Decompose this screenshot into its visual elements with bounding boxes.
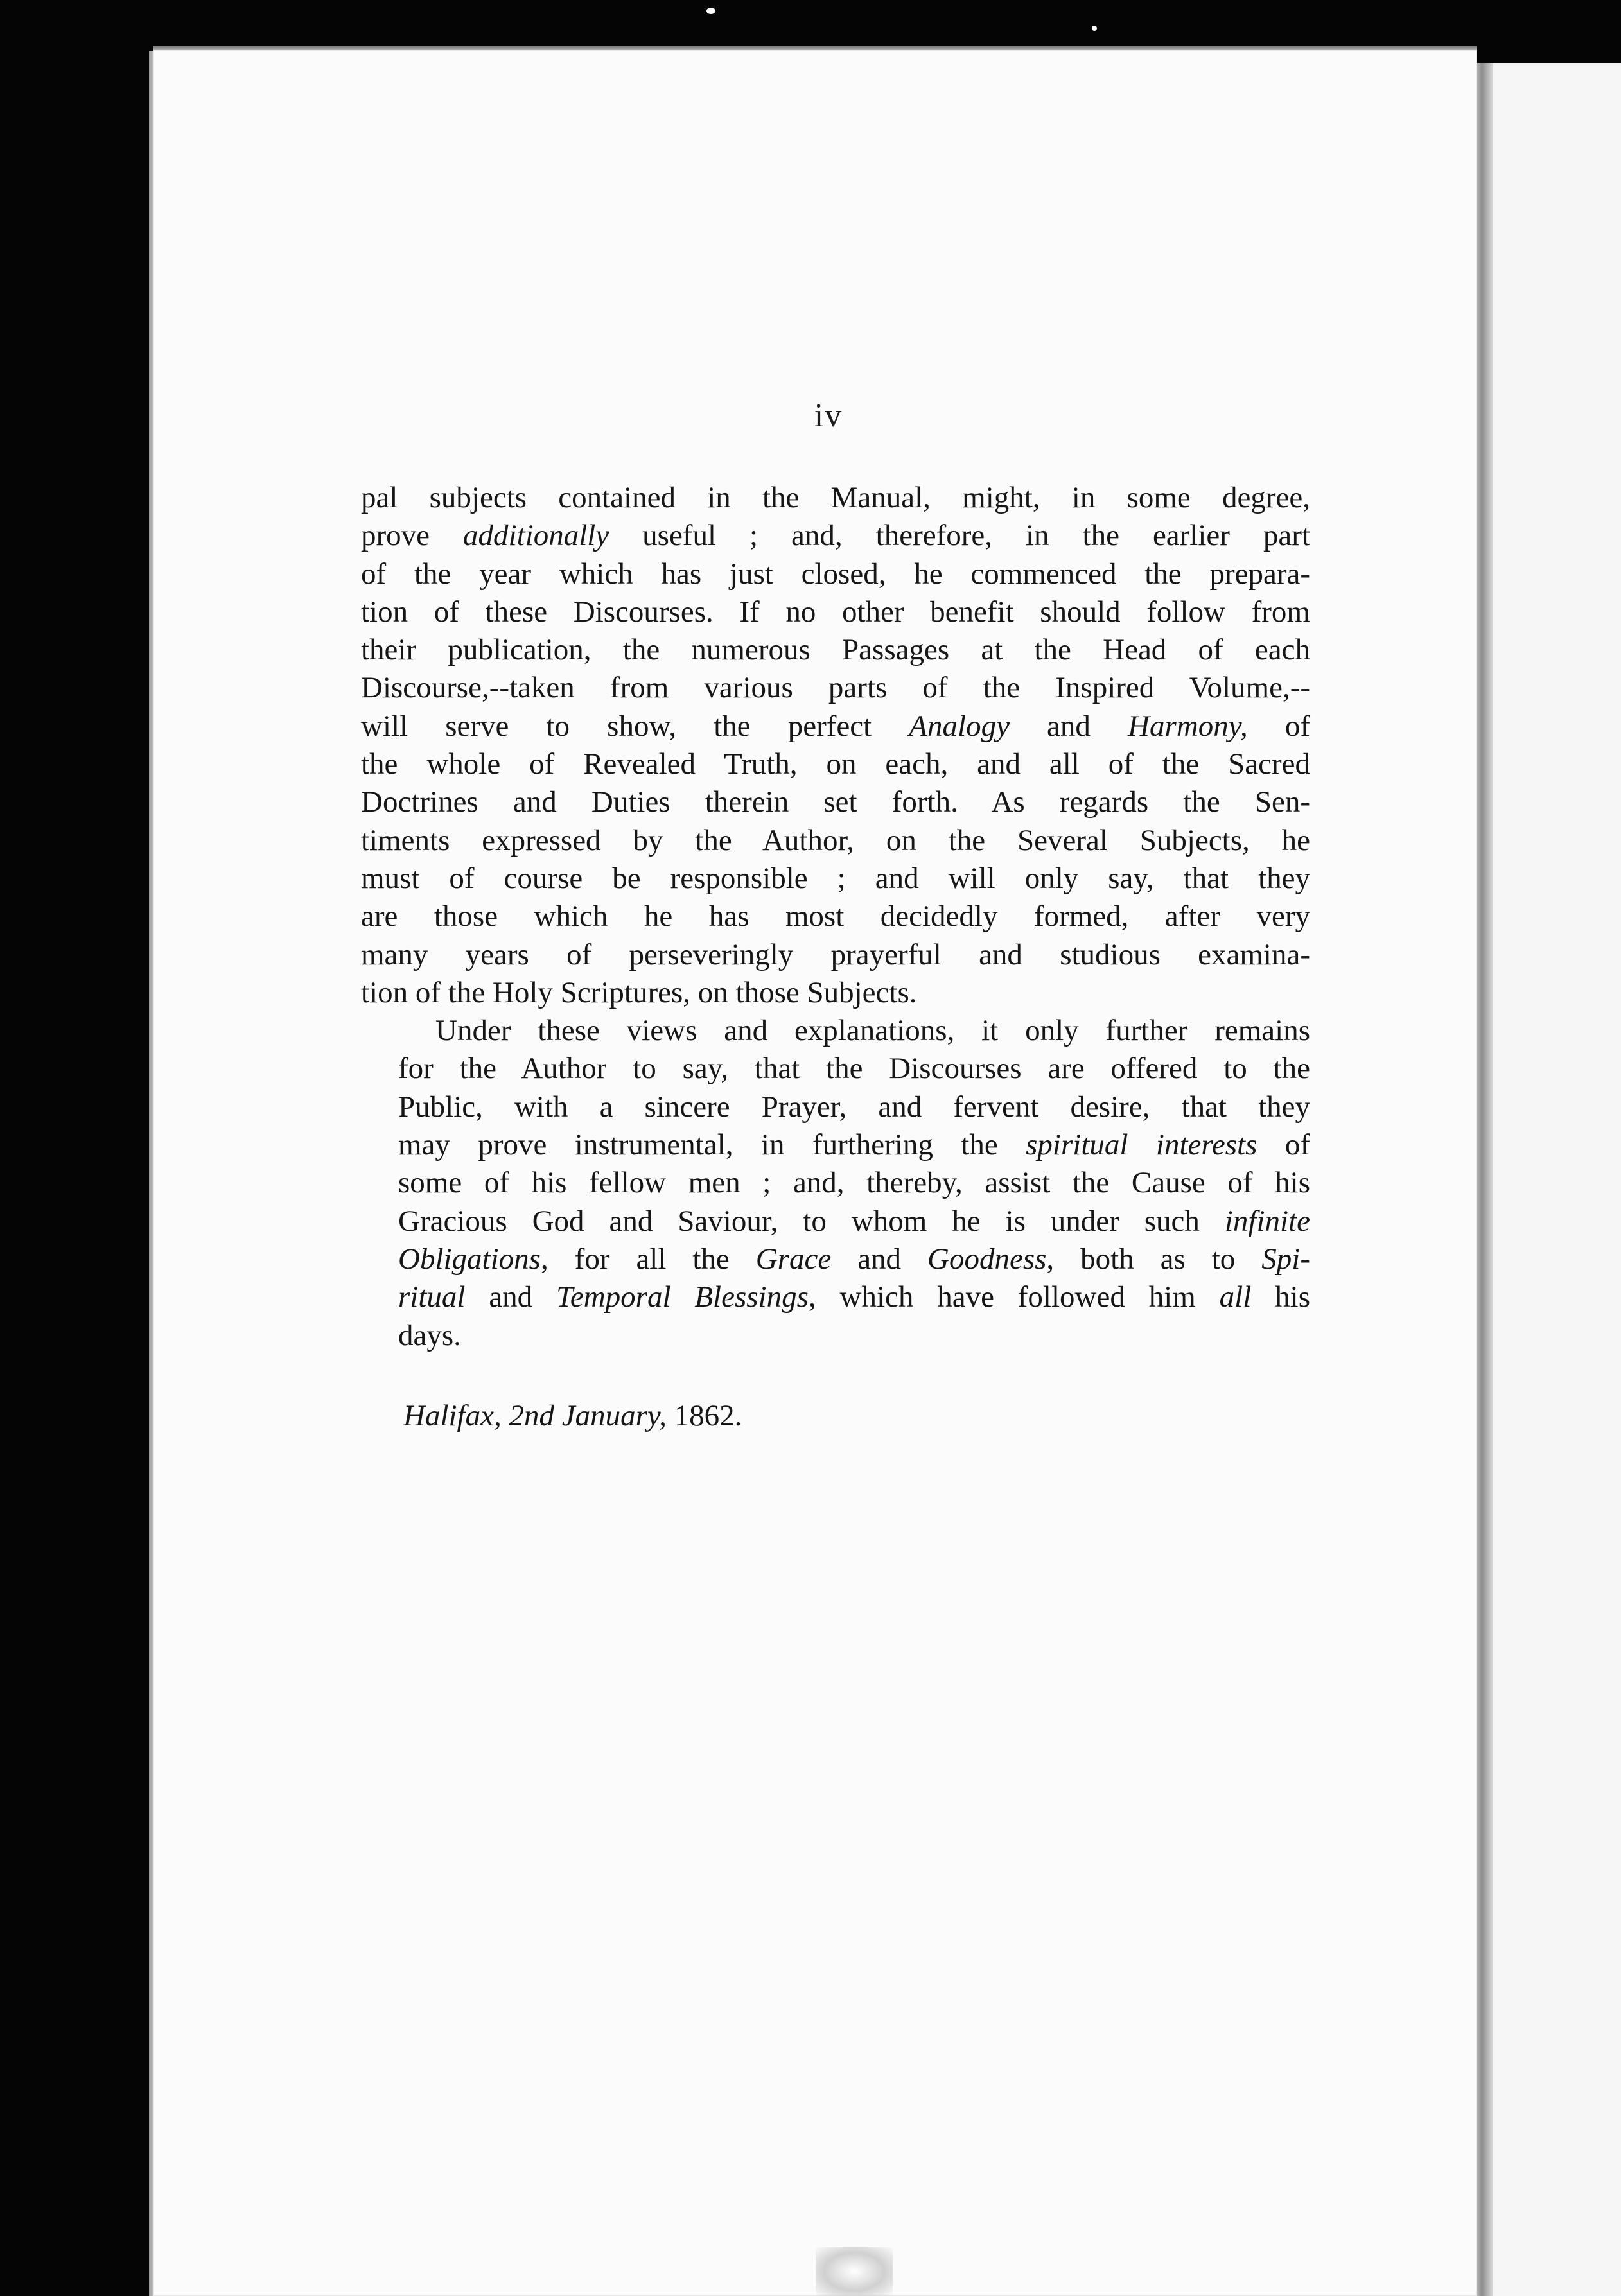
text-span: , which have followed him <box>808 1280 1220 1314</box>
text-line <box>361 708 1310 745</box>
italic-span: Obligations <box>398 1242 541 1276</box>
text-span: useful ; and, therefore, in the earlier part <box>609 519 1310 553</box>
text-line: Discourse,--taken from various parts of the Inspired Volume,-- <box>361 671 1310 705</box>
text-line <box>361 1203 1310 1240</box>
paragraph <box>361 479 1310 1012</box>
text-line: tion of these Discourses. If no other benefit should follow from <box>361 595 1310 629</box>
text-line: days. <box>398 1318 461 1352</box>
text-line: of the year which has just closed, he commenced the prepara- <box>361 557 1310 591</box>
text-span: may prove instrumental, in furthering the <box>398 1128 1026 1162</box>
text-span: and <box>465 1280 557 1314</box>
text-line: many years of perseveringly prayerful and studious examina- <box>361 937 1310 971</box>
dust-speck <box>706 8 715 14</box>
text-line: for the Author to say, that the Discourses are offered to the <box>398 1052 1310 1086</box>
text-span: , for all the <box>540 1242 756 1276</box>
italic-span: Grace <box>755 1242 832 1276</box>
body-text <box>361 479 1310 1355</box>
italic-span: additionally <box>463 519 609 553</box>
text-line: are those which he has most decidedly formed, after very <box>361 900 1310 934</box>
text-line: some of his fellow men ; and, thereby, assist the Cause of his <box>398 1166 1310 1200</box>
text-span: and <box>1009 709 1128 743</box>
text-span: of <box>1257 1128 1311 1162</box>
book-gutter <box>1475 63 1493 2296</box>
italic-span: ritual <box>398 1280 466 1314</box>
text-line: Under these views and explanations, it only further remains <box>435 1014 1310 1048</box>
text-line: the whole of Revealed Truth, on each, and all of the Sacred <box>361 747 1310 781</box>
text-span: his <box>1251 1280 1310 1314</box>
text-span: Gracious God and Saviour, to whom he is under such <box>398 1204 1225 1238</box>
dateline <box>403 1398 742 1433</box>
text-span: will serve to show, the perfect <box>361 709 909 743</box>
dust-speck <box>1092 26 1097 31</box>
text-line <box>361 1240 1310 1278</box>
italic-span: Harmony, <box>1128 709 1248 743</box>
text-line <box>361 517 1310 555</box>
text-line <box>361 1278 1310 1316</box>
facing-page <box>1477 63 1621 2296</box>
text-span: and <box>831 1242 928 1276</box>
text-line: tion of the Holy Scriptures, on those Subjects. <box>361 975 917 1009</box>
italic-span: infinite <box>1224 1204 1310 1238</box>
text-line <box>361 1126 1310 1164</box>
page-number: iv <box>814 397 843 434</box>
text-span: , both as to <box>1046 1242 1262 1276</box>
text-line: pal subjects contained in the Manual, might, in some degree, <box>361 481 1310 514</box>
text-line: Doctrines and Duties therein set forth. As regards the Sen- <box>361 785 1310 819</box>
dateline-year: 1862. <box>666 1399 742 1432</box>
italic-span: Spi- <box>1261 1242 1310 1276</box>
text-line: their publication, the numerous Passages at the Head of each <box>361 633 1310 667</box>
scan-glare <box>816 2247 893 2296</box>
italic-span: spiritual interests <box>1026 1128 1257 1162</box>
text-span: of <box>1247 709 1310 743</box>
italic-span: Temporal Blessings <box>556 1280 809 1314</box>
italic-span: all <box>1219 1280 1252 1314</box>
italic-span: Goodness <box>927 1242 1047 1276</box>
text-line: Public, with a sincere Prayer, and fervent desire, that they <box>398 1090 1310 1124</box>
italic-span: Analogy <box>909 709 1010 743</box>
paragraph <box>361 1012 1310 1355</box>
text-line: must of course be responsible ; and will only say, that they <box>361 861 1310 895</box>
text-span: prove <box>361 519 464 553</box>
dateline-date: 2nd January, <box>509 1399 667 1432</box>
dateline-place: Halifax, <box>403 1399 502 1432</box>
text-line: timents expressed by the Author, on the Several Subjects, he <box>361 823 1310 857</box>
